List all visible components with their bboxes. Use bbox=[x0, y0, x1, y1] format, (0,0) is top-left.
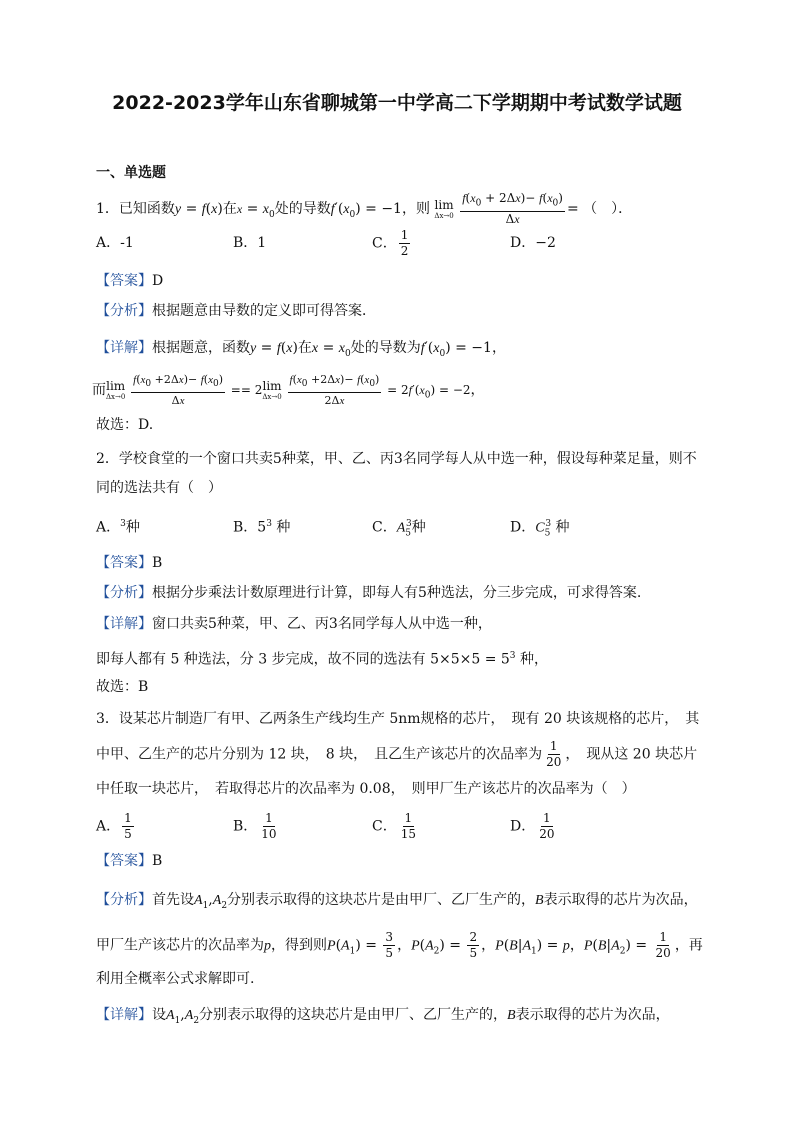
q3-option-a: A． $\frac{1}{5}$ bbox=[96, 811, 132, 841]
q1-detail-line1: 【详解】根据题意，函数y = f(x)在$x = x_0$处的导数为$f'(x_0) = -1$， bbox=[96, 340, 506, 359]
q1-detail-line2: 而 lim Δx→0 $\frac{f(x_0 +2\Delta x)- f(x_0)}{\Delta x}$ == 2 lim Δx→0 $\frac{f(x_0 +2\Delta x)- f(x_0)}{2\Delta x}$ = $2f'(x_0) = -2$， bbox=[92, 373, 485, 408]
q3-analysis-line3: 利用全概率公式求解即可. bbox=[96, 971, 255, 987]
section-heading: 一、单选题 bbox=[96, 165, 166, 181]
q3-analysis-line1: 【分析】首先设$A_1,A_2$分别表示取得的这块芯片是由甲厂、乙厂生产的，B表示取得的芯片为次品， bbox=[96, 892, 698, 911]
q3-stem-line1: 3．设某芯片制造厂有甲、乙两条生产线均生产 5nm规格的芯片， 现有 20 块该规格的芯片， 其 bbox=[96, 711, 700, 727]
q1-option-a: A．-1 bbox=[96, 235, 134, 251]
q2-detail-line1: 【详解】窗口共卖5种菜，甲、乙、丙3名同学每人从中选一种， bbox=[96, 616, 492, 632]
q2-stem-line2: 同的选法共有（ ） bbox=[96, 480, 222, 496]
q2-analysis: 【分析】根据分步乘法计数原理进行计算，即每人有5种选法，分三步完成，可求得答案. bbox=[96, 585, 642, 601]
q2-detail-line2: 即每人都有 5 种选法，分 3 步完成，故不同的选法有 $5\times 5\times 5 = 5^3$ 种， bbox=[96, 651, 548, 668]
page-title: 2022-2023学年山东省聊城第一中学高二下学期期中考试数学试题 bbox=[112, 92, 682, 114]
q1-stem: 1．已知函数y = f(x)在$x = x_0$处的导数$f'(x_0) = -1$，则 lim Δx→0 $\frac{f(x_0 + 2\Delta x)- f(x_0)}{\Delta x}$ = （ ）． bbox=[96, 191, 633, 227]
q2-option-a: A．$^3$种 bbox=[96, 519, 140, 536]
q1-conclusion: 故选：D. bbox=[96, 417, 154, 433]
q3-option-b: B． $\frac{1}{10}$ bbox=[233, 811, 277, 841]
q2-stem-line1: 2．学校食堂的一个窗口共卖5种菜，甲、乙、丙3名同学每人从中选一种，假设每种菜足量，则不 bbox=[96, 451, 697, 467]
q3-analysis-line2: 甲厂生产该芯片的次品率为p，得到则$P(A_1)$ = $\frac{3}{5}$ ，$P(A_2)$ = $\frac{2}{5}$ ，$P(B|A_1) = p$，$P(B|A_2)$ = $\frac{1}{20}$ ，再 bbox=[96, 930, 703, 960]
q1-analysis: 【分析】根据题意由导数的定义即可得答案． bbox=[96, 303, 376, 319]
q2-option-b: B．$5^3$ 种 bbox=[233, 519, 291, 536]
q3-detail-line1: 【详解】设$A_1,A_2$分别表示取得的这块芯片是由甲厂、乙厂生产的，B表示取得的芯片为次品， bbox=[96, 1007, 670, 1026]
q1-answer: 【答案】D bbox=[96, 273, 164, 289]
q2-option-c: C．$A_5^3$种 bbox=[372, 519, 426, 539]
q1-option-d: D．−2 bbox=[510, 235, 556, 251]
q3-option-c: C． $\frac{1}{15}$ bbox=[372, 811, 416, 841]
q3-stem-line2: 中甲、乙生产的芯片分别为 12 块， 8 块， 且乙生产该芯片的次品率为 $\frac{1}{20}$ ， 现从这 20 块芯片 bbox=[96, 739, 698, 769]
q1-option-c: C． $\frac{1}{2}$ bbox=[372, 228, 409, 258]
q2-answer: 【答案】B bbox=[96, 555, 163, 571]
q3-stem-line3: 中任取一块芯片， 若取得芯片的次品率为 0.08， 则甲厂生产该芯片的次品率为（ ） bbox=[96, 781, 636, 797]
q1-option-b: B．1 bbox=[233, 235, 267, 251]
q2-option-d: D．$C_5^3$ 种 bbox=[510, 519, 570, 539]
q2-conclusion: 故选：B bbox=[96, 679, 149, 695]
q3-option-d: D． $\frac{1}{20}$ bbox=[510, 811, 555, 841]
q3-answer: 【答案】B bbox=[96, 853, 163, 869]
